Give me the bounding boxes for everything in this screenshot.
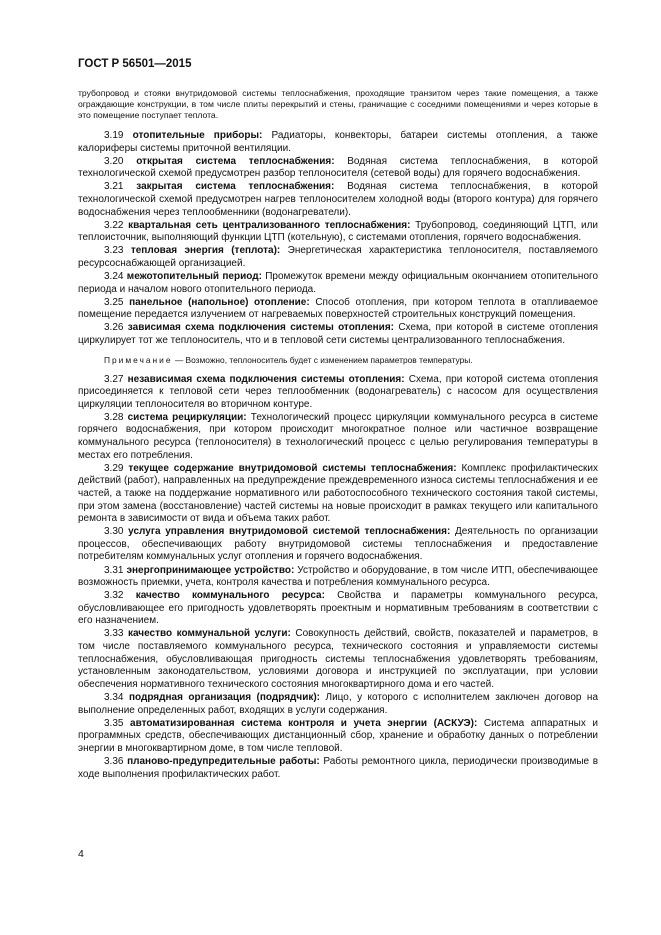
item-term: качество коммунального ресурса:: [135, 590, 325, 602]
note-label: Примечание: [104, 354, 173, 365]
item-term: планово-предупредительные работы:: [127, 755, 320, 767]
item-term: открытая система теплоснабжения:: [136, 155, 335, 167]
definition-item: [78, 374, 598, 412]
definition-item: [78, 130, 598, 155]
item-term: зависимая схема подключения системы отопления:: [127, 322, 394, 334]
note-text: — Возможно, теплоноситель будет с изменением параметров температуры.: [174, 354, 473, 365]
item-definition: Радиаторы, конвекторы, батареи системы отопления, а также калориферы системы приточной вентиляции.: [78, 130, 598, 154]
item-definition: Лицо, у которого с исполнителем заключен договор на выполнение определенных работ, входящих в услуги содержания.: [78, 691, 599, 716]
document-body: [78, 88, 598, 782]
item-number: 3.25: [104, 296, 124, 308]
item-number: 3.22: [104, 219, 124, 231]
intro-paragraph: трубопровод и стояки внутридомовой системы теплоснабжения, проходящие транзитом через такие помещения, а также ограждающие конструкции, в том числе плиты перекрытий и стены, граничащие с соседними помещениями и через которые в это помещение поступает теплота.: [78, 88, 598, 120]
definition-item: [78, 692, 598, 717]
item-definition: Технологический процесс циркуляции коммунального ресурса в системе горячего водоснабжения, при котором происходит многократное полное или частичное возвращение коммунального ресурса (теплоносителя) в технологический процесс с целью регулирования температуры в местах его потребления.: [78, 411, 599, 461]
definition-item: [78, 590, 598, 628]
item-definition: Промежуток времени между официальным окончанием отопительного периода и началом нового отопительного периода.: [78, 271, 599, 295]
item-number: 3.36: [104, 755, 124, 767]
definition-item: [78, 297, 598, 322]
definition-item: [78, 412, 598, 462]
definition-item: [78, 565, 598, 590]
definition-item: [78, 220, 598, 245]
definition-item: [78, 718, 598, 756]
item-number: 3.23: [104, 245, 124, 257]
item-definition: Деятельность по организации процессов, обеспечивающих работу внутридомовой системы теплоснабжения и предоставление потребителям коммунальных услуг отопления и горячего водоснабжения.: [78, 526, 599, 563]
item-definition: Водяная система теплоснабжения, в которой технологической схемой предусмотрен разбор теплоносителя (сетевой воды) для горячего водоснабжения.: [78, 155, 599, 180]
item-definition: Энергетическая характеристика теплоносителя, поставляемого ресурсоснабжающей организацией.: [78, 245, 598, 269]
item-number: 3.34: [104, 691, 124, 703]
item-term: отопительные приборы:: [132, 130, 263, 141]
item-definition: Водяная система теплоснабжения, в которой технологической схемой предусмотрен нагрев теплоносителем холодной воды (второго контура) для горячего водоснабжения через теплообменники (водонагреватели).: [78, 181, 599, 218]
definition-item: [78, 181, 598, 219]
definition-item: [78, 526, 598, 564]
item-term: тепловая энергия (теплота):: [130, 245, 281, 257]
item-definition: Работы ремонтного цикла, периодически производимые в ходе выполнения профилактических работ.: [78, 755, 599, 780]
definition-item: [78, 245, 598, 270]
item-number: 3.31: [104, 564, 124, 576]
item-term: энергопринимающее устройство:: [126, 564, 295, 576]
item-definition: Способ отопления, при котором теплота в отапливаемое помещение передается излучением от нагреваемых поверхностей строительных конструкций помещения.: [78, 296, 599, 321]
item-definition: Устройство и оборудование, в том числе ИТП, обеспечивающее возможность приемки, учета, контроля качества и потребления коммунального ресурса.: [78, 564, 599, 589]
definition-item: [78, 463, 598, 526]
item-term: закрытая система теплоснабжения:: [136, 181, 335, 193]
item-definition: Комплекс профилактических действий (работ), направленных на предупреждение преждевременного износа системы теплоснабжения и ее частей, а также на поддержание нормативного или работоспособного технического состояния такой системы, при этом замена (восстановление) частей системы на новые происходит в рамках текущего или капитального ремонта в зависимости от вида и объема таких работ.: [78, 462, 599, 525]
item-definition: Схема, при которой в системе отопления циркулирует тот же теплоноситель, что и в тепловой сети системы централизованного теплоснабжения.: [78, 322, 599, 346]
item-term: квартальная сеть централизованного теплоснабжения:: [128, 219, 411, 231]
item-definition: Схема, при которой система отопления присоединяется к тепловой сети через теплообменник (водонагреватель) с насосом для осуществления циркуляции теплоносителя во вторичном контуре.: [78, 373, 598, 410]
item-number: 3.27: [104, 373, 124, 385]
item-number: 3.35: [104, 717, 124, 729]
item-definition: Система аппаратных и программных средств, обеспечивающих дистанционный сбор, хранение и обработку данных о потреблении энергии в многоквартирном доме, в том числе тепловой.: [78, 717, 598, 754]
item-term: автоматизированная система контроля и учета энергии (АСКУЭ):: [130, 717, 478, 729]
item-term: подрядная организация (подрядчик):: [128, 691, 321, 703]
item-number: 3.19: [104, 130, 124, 141]
document-header: ГОСТ Р 56501—2015: [78, 58, 192, 70]
item-number: 3.29: [104, 462, 124, 474]
item-term: текущее содержание внутридомовой системы теплоснабжения:: [128, 462, 457, 474]
item-term: качество коммунальной услуги:: [127, 628, 291, 640]
item-number: 3.24: [104, 271, 124, 283]
definition-item: [78, 271, 598, 296]
definition-item: [78, 322, 598, 347]
item-number: 3.30: [104, 526, 124, 538]
item-term: независимая схема подключения системы отопления:: [127, 373, 405, 385]
note: [78, 355, 598, 366]
definitions-list-2: [78, 374, 598, 782]
item-definition: Совокупность действий, свойств, показателей и параметров, в том числе поставляемого коммунального ресурса, технического состояния и управляемости системы теплоснабжения, обусловливающая пригодность системы теплоснабжения удовлетворять требованиям, установленным законодательством, условиями договора и инструкцией по эксплуатации, при условии обеспечения нормативного технического состояния многоквартирного дома и его частей.: [78, 628, 599, 690]
page-number: 4: [78, 848, 84, 860]
item-number: 3.26: [104, 322, 124, 334]
item-number: 3.20: [104, 155, 124, 167]
item-definition: Трубопровод, соединяющий ЦТП, или теплоисточник, выполняющий функции ЦТП (котельную), с системами отопления, горячего водоснабжения.: [78, 219, 598, 244]
item-term: межотопительный период:: [126, 271, 262, 283]
item-number: 3.32: [104, 590, 124, 602]
definition-item: [78, 156, 598, 181]
item-number: 3.21: [104, 181, 124, 193]
definition-item: [78, 628, 598, 691]
item-definition: Свойства и параметры коммунального ресурса, обусловливающее его пригодность удовлетворять проектным и нормативным требованиям в соответствии с его назначением.: [78, 590, 599, 627]
item-number: 3.28: [104, 411, 124, 423]
item-number: 3.33: [104, 628, 124, 640]
item-term: панельное (напольное) отопление:: [129, 296, 310, 308]
item-term: услуга управления внутридомовой системой теплоснабжения:: [128, 526, 451, 538]
definition-item: [78, 756, 598, 781]
definitions-list-1: [78, 130, 598, 348]
item-term: система рециркуляции:: [127, 411, 247, 423]
